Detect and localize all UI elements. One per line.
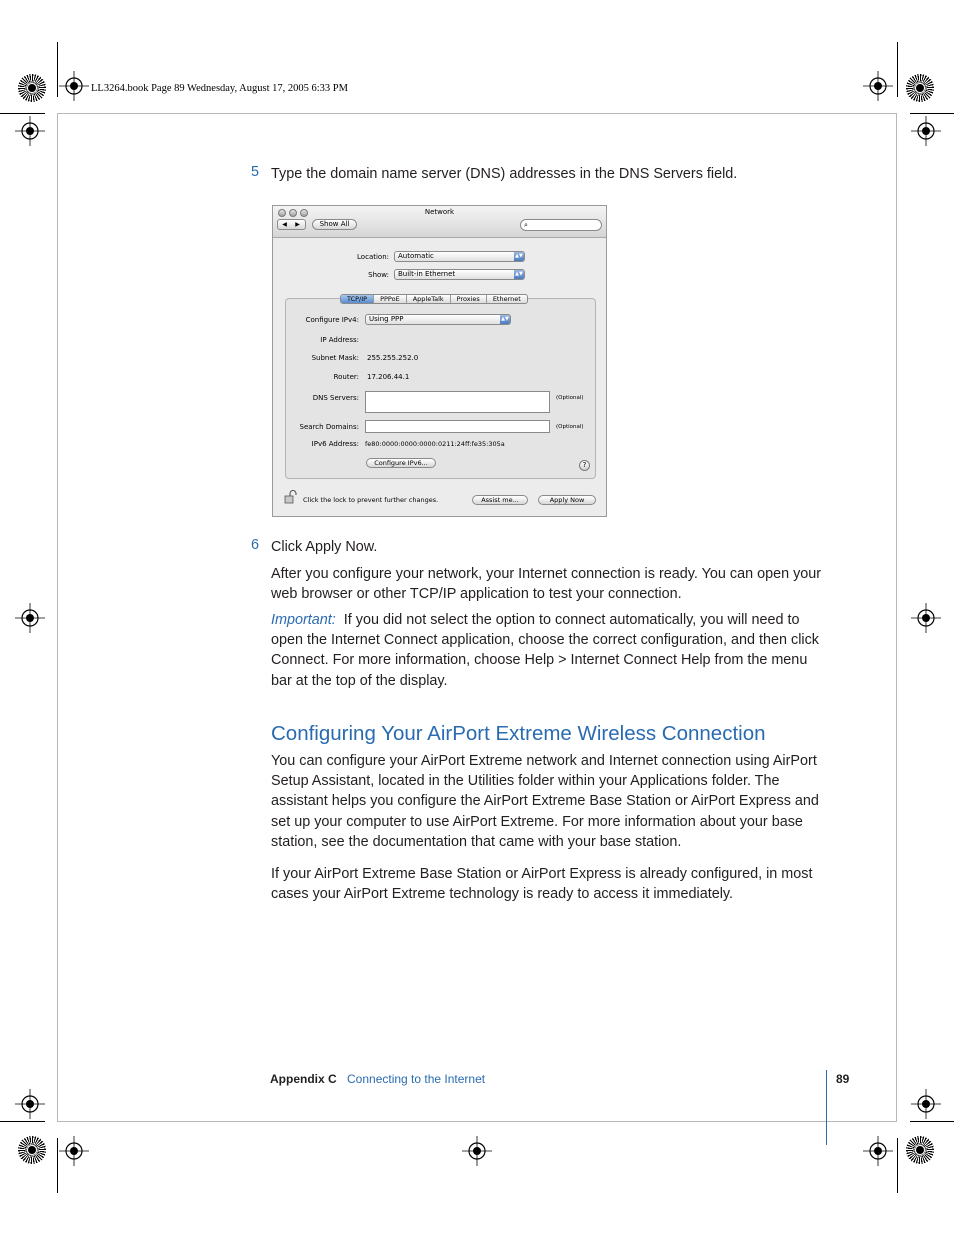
lock-icon[interactable] [284, 490, 298, 504]
crop-mark [57, 42, 58, 97]
footer-chapter-title: Connecting to the Internet [347, 1072, 486, 1086]
trim-line-right [896, 113, 897, 1122]
registration-mark-icon [863, 1136, 893, 1166]
help-button[interactable]: ? [579, 460, 590, 471]
registration-mark-icon [911, 116, 941, 146]
show-popup[interactable] [394, 269, 525, 280]
crop-mark [897, 42, 898, 97]
back-forward-buttons[interactable] [277, 219, 306, 230]
show-value: Built-in Ethernet [398, 270, 456, 278]
tab-tcpip[interactable]: TCP/IP [341, 295, 373, 303]
crop-mark [910, 1121, 954, 1122]
important-label: Important: [271, 612, 336, 628]
search-field[interactable] [520, 219, 602, 231]
registration-mark-icon [911, 603, 941, 633]
assist-me-button[interactable]: Assist me... [472, 495, 528, 505]
crop-mark [0, 113, 45, 114]
tab-bar [340, 294, 528, 304]
step-text: Type the domain name server (DNS) addresses in the DNS Servers field. [271, 166, 738, 182]
step-text: Click Apply Now. [271, 539, 378, 555]
color-wheel-icon [18, 74, 46, 102]
footer-appendix: Appendix C [270, 1072, 337, 1086]
location-popup[interactable] [394, 251, 525, 262]
subnet-mask-value: 255.255.252.0 [367, 354, 419, 362]
crop-mark [57, 1138, 58, 1193]
show-all-button[interactable]: Show All [312, 219, 357, 230]
forward-arrow-icon[interactable]: ▶ [295, 221, 300, 228]
tab-ethernet[interactable]: Ethernet [486, 295, 527, 303]
show-label: Show: [368, 271, 389, 279]
lock-text: Click the lock to prevent further changes. [303, 496, 439, 504]
print-info-line: LL3264.book Page 89 Wednesday, August 17, 2005 6:33 PM [91, 83, 348, 94]
registration-mark-icon [59, 1136, 89, 1166]
ipv6-address-value: fe80:0000:0000:0000:0211:24ff:fe35:305a [365, 440, 505, 448]
dns-servers-field[interactable] [365, 391, 550, 413]
step-number: 6 [251, 537, 260, 553]
ipv6-address-label: IPv6 Address: [311, 440, 359, 448]
registration-mark-icon [462, 1136, 492, 1166]
important-text: If you did not select the option to connect automatically, you will need to open the Internet Connect application, choose the correct configuration, and then click Connect. For more information, choose Help > Internet Connect Help from the menu bar at the top of the display. [271, 612, 819, 689]
ip-address-label: IP Address: [320, 336, 359, 344]
trim-line-left [57, 113, 58, 1122]
configure-ipv4-label: Configure IPv4: [305, 316, 359, 324]
subnet-mask-label: Subnet Mask: [311, 354, 359, 362]
tab-pane [285, 298, 596, 479]
section-paragraph-2: If your AirPort Extreme Base Station or AirPort Express is already configured, in most cases your AirPort Extreme technology is ready to access it immediately. [271, 866, 813, 903]
back-arrow-icon[interactable]: ◀ [282, 221, 287, 228]
section-paragraph-1: You can configure your AirPort Extreme network and Internet connection using AirPort Setup Assistant, located in the Utilities folder within your Applications folder. The assistant helps you configure the AirPort Extreme Base Station or AirPort Express and set up your computer to use AirPort Extreme. For more information about your base station, see the documentation that came with your base station. [271, 753, 819, 850]
popup-arrows-icon: ▲▼ [515, 253, 523, 259]
tab-appletalk[interactable]: AppleTalk [406, 295, 450, 303]
router-label: Router: [333, 373, 359, 381]
apply-now-button[interactable]: Apply Now [538, 495, 596, 505]
router-value: 17.206.44.1 [367, 373, 410, 381]
popup-arrows-icon: ▲▼ [515, 271, 523, 277]
window-titlebar [273, 206, 606, 238]
registration-mark-icon [911, 1089, 941, 1119]
section-heading: Configuring Your AirPort Extreme Wireless Connection [271, 722, 766, 745]
color-wheel-icon [906, 1136, 934, 1164]
registration-mark-icon [59, 71, 89, 101]
tab-pppoe[interactable]: PPPoE [373, 295, 406, 303]
popup-arrows-icon: ▲▼ [501, 316, 509, 322]
crop-mark [0, 1121, 45, 1122]
registration-mark-icon [15, 1089, 45, 1119]
location-label: Location: [357, 253, 389, 261]
color-wheel-icon [906, 74, 934, 102]
search-optional-note: (Optional) [556, 424, 584, 430]
step-number: 5 [251, 164, 260, 180]
crop-mark [897, 1138, 898, 1193]
page-number: 89 [836, 1072, 850, 1086]
location-value: Automatic [398, 252, 434, 260]
after-config-paragraph: After you configure your network, your Internet connection is ready. You can open your web browser or other TCP/IP application to test your connection. [271, 566, 822, 603]
trim-line-top [57, 113, 897, 114]
footer-divider [826, 1070, 827, 1145]
configure-ipv6-button[interactable]: Configure IPv6... [366, 458, 436, 468]
registration-mark-icon [15, 603, 45, 633]
dns-optional-note: (Optional) [556, 395, 584, 401]
network-preferences-window [272, 205, 607, 517]
important-note [271, 610, 831, 691]
search-domains-label: Search Domains: [299, 423, 359, 431]
window-title: Network [424, 208, 455, 216]
search-icon: ⌕ [524, 221, 528, 229]
tab-proxies[interactable]: Proxies [450, 295, 486, 303]
registration-mark-icon [15, 116, 45, 146]
configure-ipv4-value: Using PPP [369, 315, 404, 323]
crop-mark [910, 113, 954, 114]
search-domains-field[interactable] [365, 420, 550, 433]
trim-line-bottom [57, 1121, 897, 1122]
dns-servers-label: DNS Servers: [312, 394, 359, 402]
color-wheel-icon [18, 1136, 46, 1164]
registration-mark-icon [863, 71, 893, 101]
configure-ipv4-popup[interactable] [365, 314, 511, 325]
